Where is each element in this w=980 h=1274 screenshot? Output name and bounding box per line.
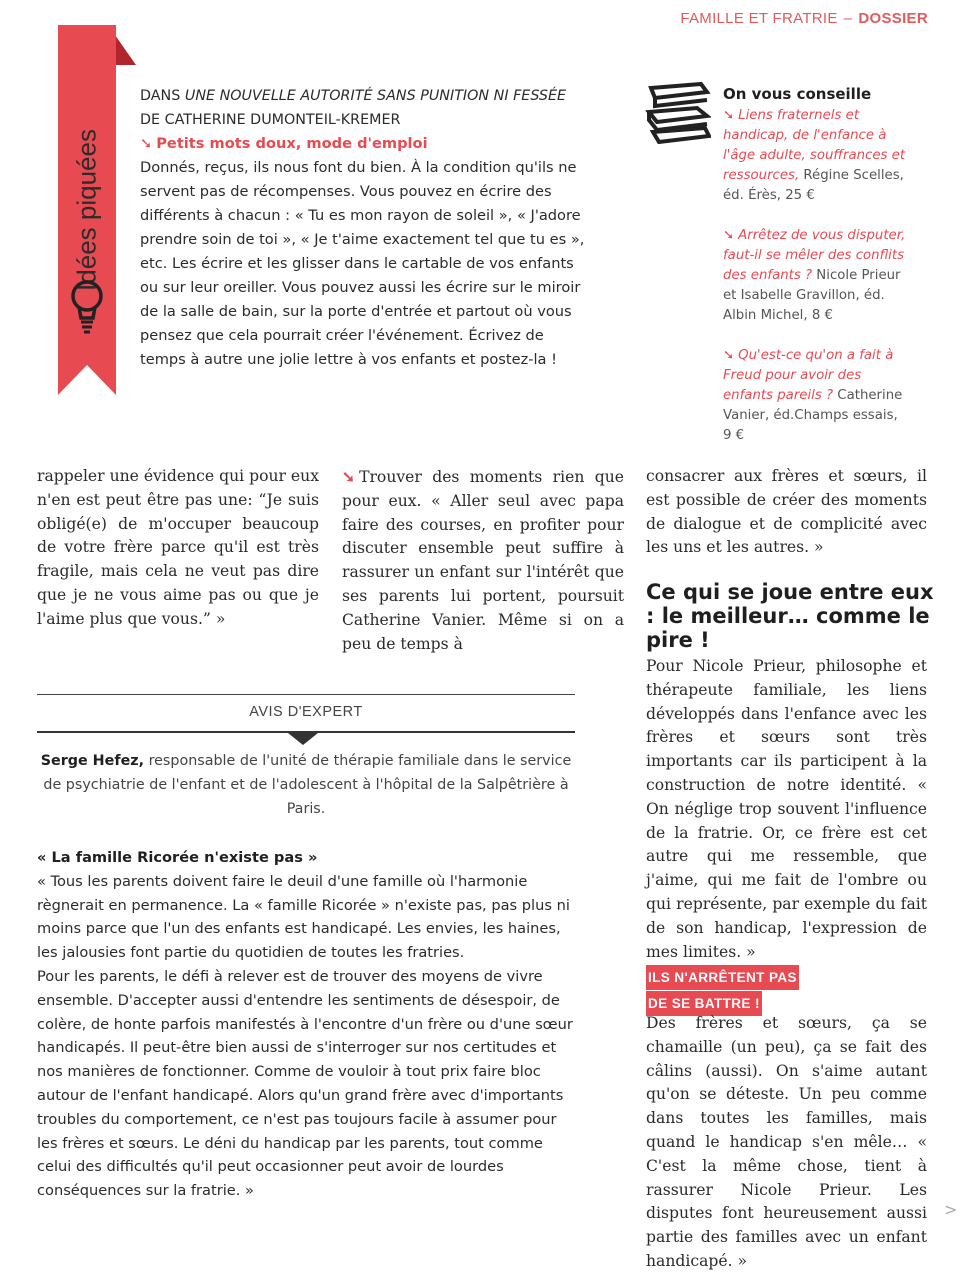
ribbon-notch	[58, 365, 116, 395]
ribbon-title: Idées piquées	[71, 129, 102, 291]
quote-title: « La famille Ricorée n'existe pas »	[37, 849, 318, 866]
next-page-icon: >	[944, 1200, 958, 1219]
column-3-paragraph: Pour Nicole Prieur, philosophe et thérapeute familiale, les liens développés dans l'enfance avec les frères et sœurs sont très importants car ils participent à la construction de notre identité. « On néglige trop souvent l'influence de la fratrie. Or, ce frère est cet autre qui me ressemble, que j'aime, qui me fait de l'ombre ou qui représente, par exemple du fait de son handicap, l'expression de mes limites. »	[646, 657, 927, 961]
idees-subtitle: ➘ Petits mots doux, mode d'emploi	[140, 135, 428, 152]
subheading-tag: ILS N'ARRÊTENT PAS DE SE BATTRE !	[646, 965, 799, 1017]
recommendations	[723, 84, 908, 466]
idees-block	[140, 84, 585, 372]
arrow-icon: ➘	[723, 348, 735, 363]
avis-label: AVIS D'EXPERT	[249, 704, 363, 720]
arrow-icon: ➘	[342, 467, 356, 486]
books-icon	[645, 80, 711, 150]
column-1-text: rappeler une évidence qui pour eux n'en est peut être pas une: “Je suis obligé(e) de m'occuper beaucoup de votre frère parce qu'il est très fragile, mais cela ne veut pas dire que je ne vous aime pas ou que je l'aime plus que vous.” »	[37, 467, 319, 628]
lightbulb-icon	[68, 278, 106, 338]
idees-body: Donnés, reçus, ils nous font du bien. À la condition qu'ils ne servent pas de récompenses. Vous pouvez en écrire des différents à chacun : « Tu es mon rayon de soleil », « J'adore prendre soin de toi », « Je t'aime exactement tel que tu es », etc. Les écrire et les glisser dans le cartable de vos enfants ou sur leur oreiller. Vous pouvez aussi les écrire sur le miroir de la salle de bain, sur la porte d'entrée et partout où vous pensez que cela pourrait créer l'événement. Écrivez de temps à autre une jolie lettre à vos enfants et postez-la !	[140, 159, 585, 368]
column-2-text: ➘ Trouver des moments rien que pour eux. « Aller seul avec papa faire des courses, en profiter pour discuter ensemble peut suffire à rassurer un enfant sur l'intérêt que ses parents lui portent, poursuit Catherine Vanier. Même si on a peu de temps à	[342, 467, 624, 653]
expert-credit: Serge Hefez, responsable de l'unité de thérapie familiale dans le service de psychiatrie de l'enfant et de l'adolescent à l'hôpital de la Salpêtrière à Paris.	[40, 753, 572, 817]
idees-source: DANS UNE NOUVELLE AUTORITÉ SANS PUNITION NI FESSÉE DE CATHERINE DUMONTEIL-KREMER	[140, 88, 567, 128]
quote-body: « Tous les parents doivent faire le deuil d'une famille où l'harmonie règnerait en permanence. La « famille Ricorée » n'existe pas, pas plus ni moins parce que l'un des enfants est handicapé. Les envies, les haines, les jalousies font partie du quotidien de toutes les fratries.	[37, 872, 570, 962]
recommendation-item: ➘ Arrêtez de vous disputer, faut-il se mêler des conflits des enfants ? Nicole Prieur et Isabelle Gravillon, éd. Albin Michel, 8 €	[723, 228, 906, 323]
quote-body-continued: Pour les parents, le défi à relever est de trouver des moyens de vivre ensemble. D'accepter aussi d'entendre les sentiments de désespoir, de colère, de honte parfois manifestés à l'encontre d'un frère ou d'une sœur handicapés. Il peut-être bien aussi de s'interroger sur nos certitudes et nos manières de fonctionner. Comme de vouloir à tout prix faire bloc autour de l'enfant handicapé. Alors qu'un grand frère avec d'importants troubles du comportement, ce n'est pas toujours facile à assumer pour les frères et sœurs. Le déni du handicap par les parents, tout comme celui des difficultés qu'il peut occasionner peut avoir de lourdes conséquences sur la fratrie. »	[37, 967, 573, 1200]
header-category: FAMILLE ET FRATRIE	[680, 10, 838, 27]
column-3-closing: Des frères et sœurs, ça se chamaille (un peu), ça se fait des câlins (aussi). On s'aime autant qu'on se déteste. Un peu comme dans toutes les familles, mais quand le handicap s'en mêle… « C'est la même chose, tient à rassurer Nicole Prieur. Les disputes font heureusement aussi partie des familles avec un enfant handicapé. »	[646, 1014, 927, 1270]
recommendations-heading: On vous conseille	[723, 85, 872, 103]
divider-pointer	[288, 733, 318, 745]
header-separator: –	[843, 10, 853, 27]
arrow-icon: ➘	[723, 228, 735, 243]
recommendation-item: ➘ Qu'est-ce qu'on a fait à Freud pour avoir des enfants pareils ? Catherine Vanier, éd.Champs essais, 9 €	[723, 348, 903, 443]
arrow-icon: ➘	[140, 135, 153, 152]
header-section: DOSSIER	[858, 10, 928, 27]
column-3-text: consacrer aux frères et sœurs, il est possible de créer des moments de dialogue et de complicité avec les uns et les autres. »	[646, 467, 927, 557]
section-heading: Ce qui se joue entre eux : le meilleur… comme le pire !	[646, 580, 934, 652]
divider	[37, 694, 575, 695]
recommendation-item: ➘ Liens fraternels et handicap, de l'enfance à l'âge adulte, souffrances et ressources, Régine Scelles, éd. Érès, 25 €	[723, 108, 906, 203]
expert-quote	[37, 846, 577, 1203]
running-header	[680, 10, 928, 27]
arrow-icon: ➘	[723, 108, 735, 123]
